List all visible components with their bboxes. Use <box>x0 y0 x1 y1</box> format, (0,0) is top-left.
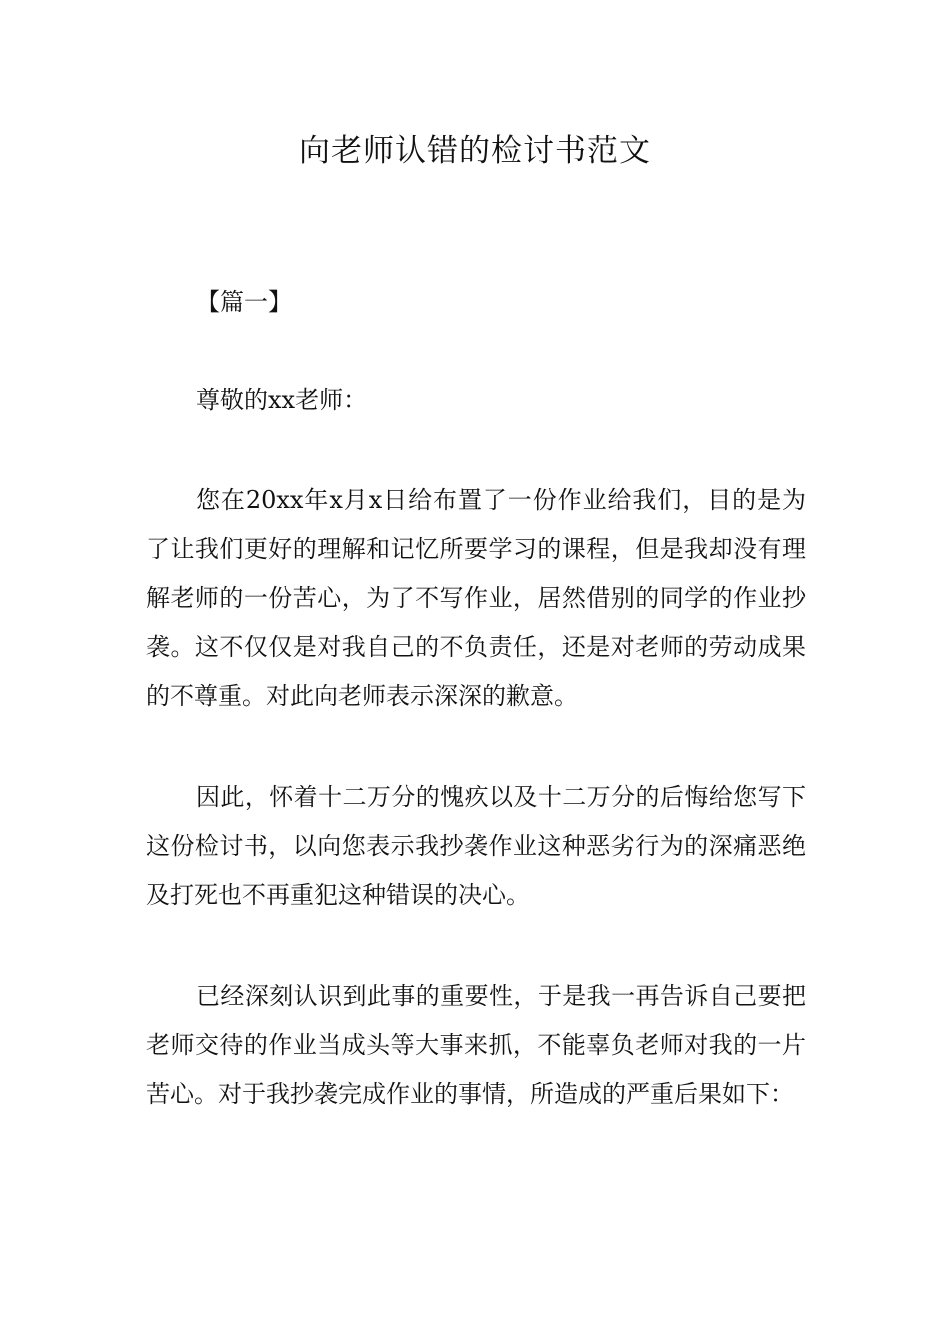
paragraph-1: 您在20xx年x月x日给布置了一份作业给我们，目的是为了让我们更好的理解和记忆所要学习的课程，但是我却没有理解老师的一份苦心，为了不写作业，居然借别的同学的作业抄袭。这不仅仅是对我自己的不负责任，还是对老师的劳动成果的不尊重。对此向老师表示深深的歉意。 <box>146 486 806 710</box>
paragraph-3: 已经深刻认识到此事的重要性，于是我一再告诉自己要把老师交待的作业当成头等大事来抓，不能辜负老师对我的一片苦心。对于我抄袭完成作业的事情，所造成的严重后果如下： <box>146 982 806 1108</box>
section-heading: 【篇一】 <box>196 288 292 316</box>
document-title: 向老师认错的检讨书范文 <box>299 133 651 169</box>
salutation: 尊敬的xx老师： <box>196 386 368 414</box>
paragraph-2: 因此，怀着十二万分的愧疚以及十二万分的后悔给您写下这份检讨书，以向您表示我抄袭作业这种恶劣行为的深痛恶绝及打死也不再重犯这种错误的决心。 <box>146 783 806 909</box>
